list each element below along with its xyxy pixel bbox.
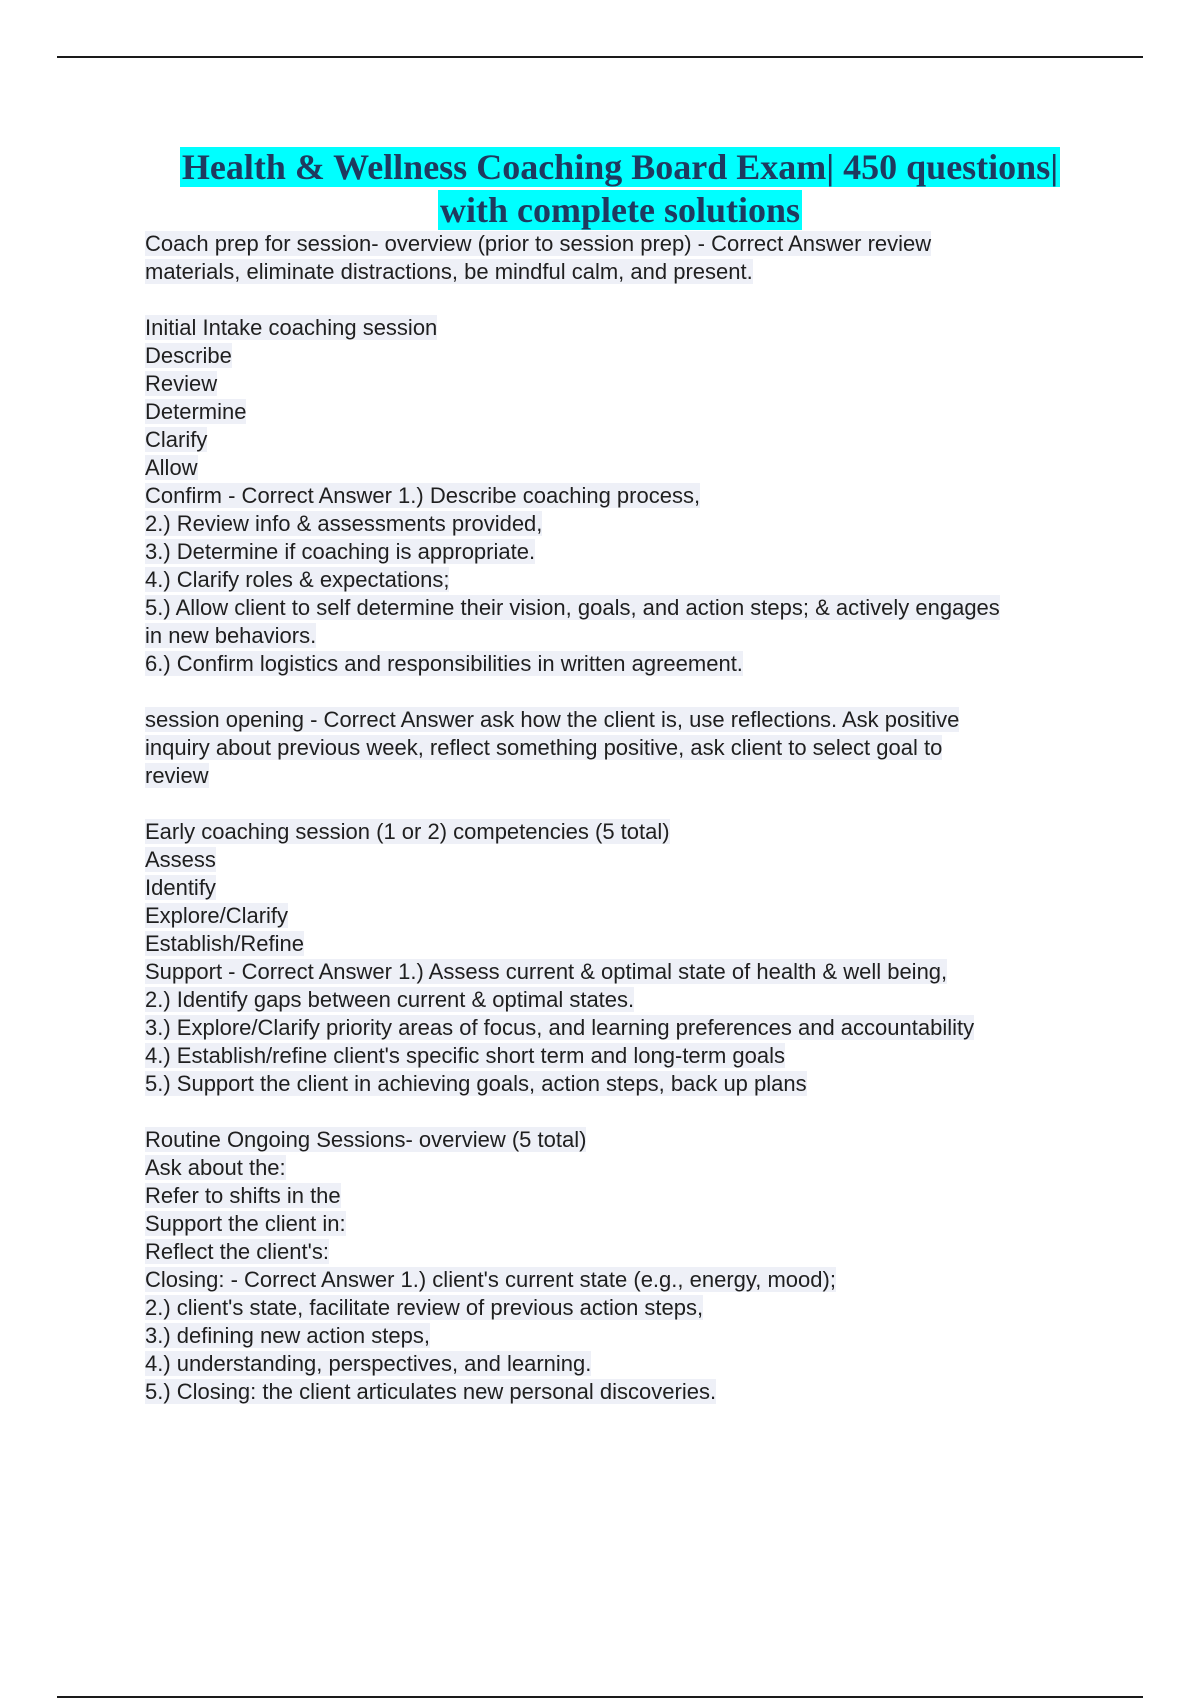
text-line-content: 6.) Confirm logistics and responsibilities in written agreement.: [145, 651, 743, 676]
text-line-content: Refer to shifts in the: [145, 1183, 341, 1208]
text-line: [145, 230, 1095, 258]
text-line-content: Confirm - Correct Answer 1.) Describe coaching process,: [145, 483, 701, 508]
title-line-2: with complete solutions: [440, 190, 800, 230]
paragraph-gap: [145, 1098, 1095, 1126]
text-line: [145, 1238, 1095, 1266]
text-line: [145, 510, 1095, 538]
qa-block: [145, 314, 1095, 678]
text-line: [145, 370, 1095, 398]
text-line-content: 4.) Clarify roles & expectations;: [145, 567, 450, 592]
text-line: [145, 902, 1095, 930]
text-line-content: 5.) Support the client in achieving goals, action steps, back up plans: [145, 1071, 807, 1096]
qa-block: [145, 818, 1095, 1098]
text-line: [145, 874, 1095, 902]
text-line-content: Closing: - Correct Answer 1.) client's current state (e.g., energy, mood);: [145, 1267, 836, 1292]
text-line-content: Initial Intake coaching session: [145, 315, 438, 340]
text-line-content: 4.) Establish/refine client's specific short term and long-term goals: [145, 1043, 786, 1068]
text-line: [145, 930, 1095, 958]
text-line-content: Allow: [145, 455, 198, 480]
text-line-content: Reflect the client's:: [145, 1239, 329, 1264]
qa-block: [145, 230, 1095, 286]
text-line: [145, 1294, 1095, 1322]
text-line-content: Identify: [145, 875, 216, 900]
paragraph-gap: [145, 286, 1095, 314]
qa-block: [145, 706, 1095, 790]
text-line: [145, 1210, 1095, 1238]
text-line: [145, 958, 1095, 986]
title-line-1: Health & Wellness Coaching Board Exam| 450 questions|: [181, 147, 1059, 187]
text-line: [145, 342, 1095, 370]
text-line-content: materials, eliminate distractions, be mindful calm, and present.: [145, 259, 753, 284]
text-line: [145, 1182, 1095, 1210]
document-title: [140, 146, 1100, 232]
text-line-content: Explore/Clarify: [145, 903, 289, 928]
text-line: [145, 762, 1095, 790]
text-line: [145, 846, 1095, 874]
text-line: [145, 1014, 1095, 1042]
text-line-content: 3.) Determine if coaching is appropriate.: [145, 539, 536, 564]
text-line-content: Establish/Refine: [145, 931, 304, 956]
text-line: [145, 734, 1095, 762]
text-line: [145, 1070, 1095, 1098]
text-line-content: Clarify: [145, 427, 208, 452]
text-line-content: Routine Ongoing Sessions- overview (5 total): [145, 1127, 587, 1152]
text-line: [145, 1154, 1095, 1182]
text-line: [145, 986, 1095, 1014]
text-line-content: 3.) defining new action steps,: [145, 1323, 430, 1348]
text-line: [145, 1350, 1095, 1378]
text-line-content: Coach prep for session- overview (prior to session prep) - Correct Answer review: [145, 231, 932, 256]
text-line: [145, 566, 1095, 594]
text-line-content: Assess: [145, 847, 216, 872]
text-line: [145, 622, 1095, 650]
text-line: [145, 398, 1095, 426]
text-line: [145, 650, 1095, 678]
text-line-content: 5.) Closing: the client articulates new personal discoveries.: [145, 1379, 717, 1404]
text-line-content: Support - Correct Answer 1.) Assess current & optimal state of health & well being,: [145, 959, 948, 984]
text-line: [145, 1126, 1095, 1154]
text-line: [145, 538, 1095, 566]
text-line-content: in new behaviors.: [145, 623, 317, 648]
text-line-content: Determine: [145, 399, 247, 424]
text-line-content: 4.) understanding, perspectives, and learning.: [145, 1351, 592, 1376]
text-line: [145, 594, 1095, 622]
qa-block: [145, 1126, 1095, 1406]
text-line: [145, 454, 1095, 482]
text-line: [145, 1378, 1095, 1406]
text-line-content: Early coaching session (1 or 2) competencies (5 total): [145, 819, 670, 844]
text-line: [145, 1266, 1095, 1294]
top-rule: [57, 56, 1143, 58]
text-line: [145, 426, 1095, 454]
text-line-content: 3.) Explore/Clarify priority areas of focus, and learning preferences and accountability: [145, 1015, 975, 1040]
text-line-content: Review: [145, 371, 218, 396]
text-line: [145, 1322, 1095, 1350]
document-body: [145, 230, 1095, 1406]
bottom-rule: [57, 1696, 1143, 1698]
text-line-content: Describe: [145, 343, 232, 368]
text-line-content: Ask about the:: [145, 1155, 286, 1180]
text-line: [145, 482, 1095, 510]
text-line-content: 2.) Identify gaps between current & optimal states.: [145, 987, 635, 1012]
text-line-content: 5.) Allow client to self determine their vision, goals, and action steps; & actively engages: [145, 595, 1000, 620]
text-line-content: Support the client in:: [145, 1211, 346, 1236]
paragraph-gap: [145, 678, 1095, 706]
text-line-content: inquiry about previous week, reflect something positive, ask client to select goal to: [145, 735, 943, 760]
paragraph-gap: [145, 790, 1095, 818]
text-line-content: session opening - Correct Answer ask how the client is, use reflections. Ask positive: [145, 707, 960, 732]
text-line: [145, 1042, 1095, 1070]
text-line-content: 2.) Review info & assessments provided,: [145, 511, 543, 536]
text-line: [145, 258, 1095, 286]
text-line-content: 2.) client's state, facilitate review of previous action steps,: [145, 1295, 704, 1320]
text-line: [145, 706, 1095, 734]
text-line: [145, 314, 1095, 342]
text-line-content: review: [145, 763, 209, 788]
text-line: [145, 818, 1095, 846]
